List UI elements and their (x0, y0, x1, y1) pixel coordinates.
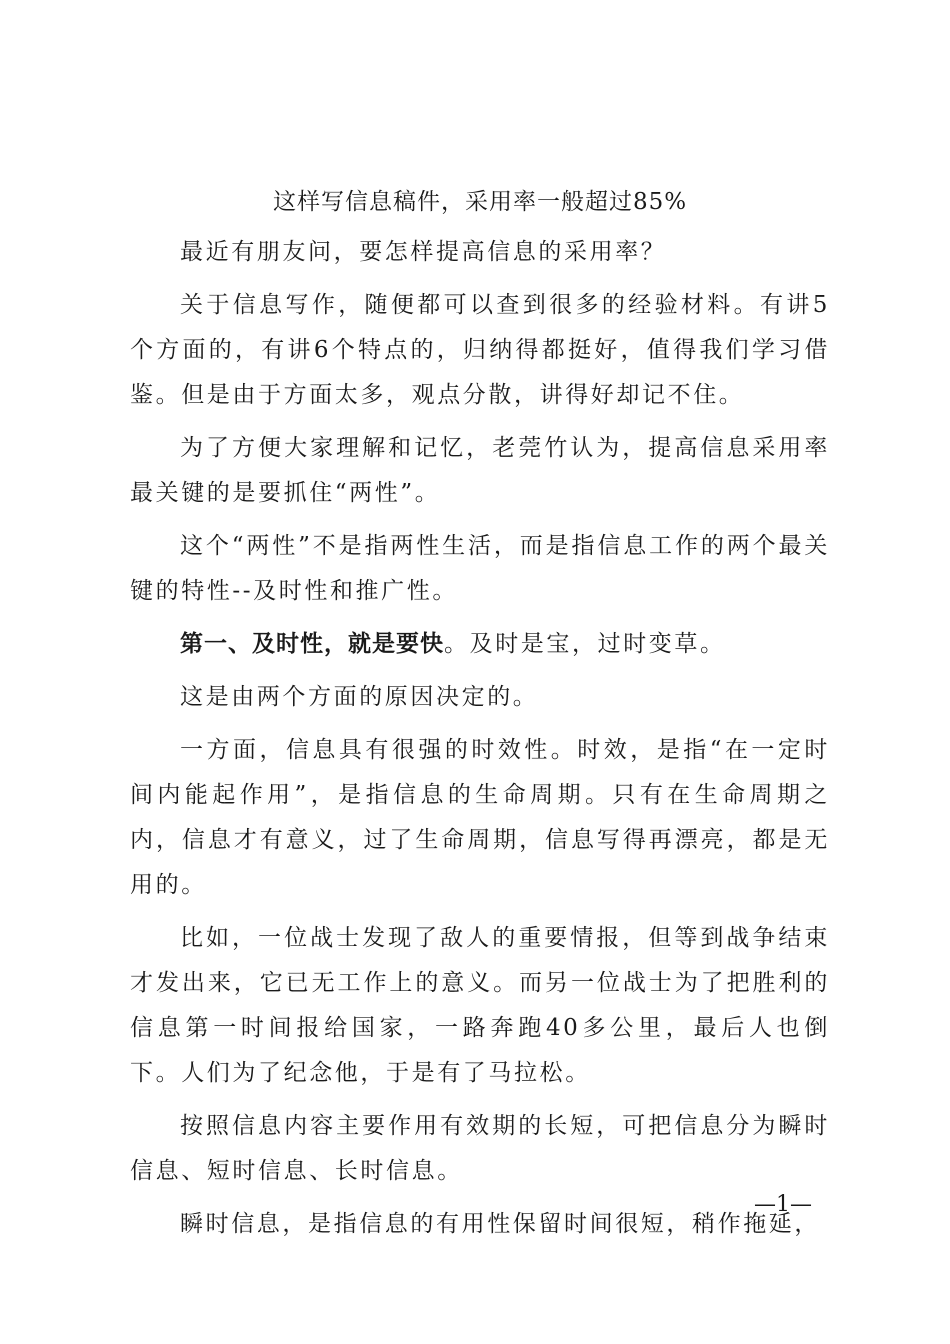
paragraph-text: 。及时是宝，过时变草。 (444, 631, 726, 657)
paragraph (130, 675, 830, 720)
paragraph (130, 1202, 830, 1247)
paragraph-text: 这是由两个方面的原因决定的。 (180, 684, 539, 710)
paragraph-lead-bold: 第一、及时性，就是要快 (180, 631, 444, 657)
document-body (130, 230, 830, 1255)
paragraph (130, 916, 830, 1096)
paragraph (130, 622, 830, 667)
paragraph (130, 1104, 830, 1194)
paragraph-text: 关于信息写作，随便都可以查到很多的经验材料。有讲5个方面的，有讲6个特点的，归纳得都挺好，值得我们学习借鉴。但是由于方面太多，观点分散，讲得好却记不住。 (130, 292, 830, 408)
paragraph (130, 426, 830, 516)
document-title: 这样写信息稿件，采用率一般超过85% (272, 189, 688, 215)
page-number: —1— (754, 1192, 812, 1217)
paragraph (130, 230, 830, 275)
paragraph-text: 比如，一位战士发现了敌人的重要情报，但等到战争结束才发出来，它已无工作上的意义。而另一位战士为了把胜利的信息第一时间报给国家，一路奔跑40多公里，最后人也倒下。人们为了纪念他，于是有了马拉松。 (130, 925, 830, 1086)
paragraph-text: 按照信息内容主要作用有效期的长短，可把信息分为瞬时信息、短时信息、长时信息。 (130, 1113, 830, 1184)
paragraph-text: 为了方便大家理解和记忆，老莞竹认为，提高信息采用率最关键的是要抓住“两性”。 (130, 435, 830, 506)
paragraph-text: 这个“两性”不是指两性生活，而是指信息工作的两个最关键的特性--及时性和推广性。 (130, 533, 830, 604)
paragraph (130, 524, 830, 614)
paragraph (130, 728, 830, 908)
paragraph-text: 一方面，信息具有很强的时效性。时效，是指“在一定时间内能起作用”，是指信息的生命周期。只有在生命周期之内，信息才有意义，过了生命周期，信息写得再漂亮，都是无用的。 (130, 737, 830, 898)
paragraph-text: 最近有朋友问，要怎样提高信息的采用率？ (180, 239, 667, 265)
paragraph-text: 瞬时信息，是指信息的有用性保留时间很短，稍作拖延， (180, 1211, 820, 1237)
paragraph (130, 283, 830, 418)
